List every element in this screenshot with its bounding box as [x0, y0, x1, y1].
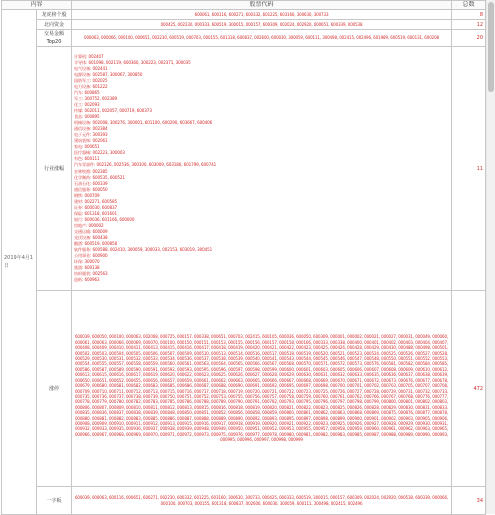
industry-line	[74, 277, 449, 283]
industry-sep: :	[82, 198, 85, 204]
industry-sep: :	[82, 144, 85, 150]
industry-sep: :	[86, 59, 89, 65]
industry-codes: 600009	[92, 228, 108, 234]
row-industry-total: 11	[452, 47, 486, 291]
industry-codes: 002011, 002057, 000719, 600373	[84, 108, 152, 114]
industry-name: 计算机	[74, 53, 86, 59]
industry-sep: :	[82, 89, 85, 95]
industry-codes: 600050	[92, 186, 108, 192]
industry-sep: :	[82, 265, 85, 271]
industry-codes: 600030, 600837	[84, 204, 117, 210]
industry-name: 半导体	[74, 59, 86, 65]
industry-name: 保险	[74, 210, 83, 216]
row-board-label: 一字板	[37, 487, 72, 515]
industry-codes: 002563	[92, 271, 108, 277]
industry-codes: 600519, 000858	[84, 241, 117, 247]
industry-name: 环保	[74, 259, 83, 265]
industry-name: 通信服务	[74, 186, 90, 192]
industry-sep: :	[90, 71, 93, 77]
industry-sep: :	[82, 241, 85, 247]
industry-name: 酿酒	[74, 241, 83, 247]
industry-name: 农林牧渔	[74, 168, 90, 174]
industry-codes: 600535, 600521	[92, 174, 125, 180]
industry-name: 建筑装饰	[74, 138, 90, 144]
industry-codes: 601222	[92, 83, 108, 89]
industry-name: 电气设备	[74, 65, 90, 71]
industry-sep: :	[90, 228, 93, 234]
row-industry-list	[72, 47, 452, 291]
industry-codes: 300752, 002389	[84, 95, 117, 101]
row-turnover-total: 20	[452, 30, 486, 47]
row-dragon-codes: 600061, 600116, 600271, 600332, 601225, 603160, 300630, 300733	[72, 10, 452, 20]
industry-codes: 600138	[84, 265, 100, 271]
industry-sep: :	[90, 77, 93, 83]
industry-sep: :	[90, 253, 93, 259]
industry-name: 钢铁	[74, 192, 83, 198]
industry-sep: :	[82, 192, 85, 198]
industry-name: 化学制药	[74, 174, 90, 180]
industry-codes: 002126, 002536, 300100, 603009, 603180, 601799, 600741	[96, 162, 217, 168]
vertical-scrollbar[interactable]	[487, 0, 495, 514]
industry-codes: 000709	[84, 192, 100, 198]
industry-name: 造纸	[74, 277, 83, 283]
industry-sep: :	[82, 204, 85, 210]
industry-sep: :	[82, 108, 85, 114]
row-turnover-codes: 000063, 000066, 000100, 000651, 002230, 600519, 000703, 000155, 601318, 600837, 002600, 600030, 300059, 600111, 300498, 002415, 002496, 601989, 600519, 600131, 600208	[72, 30, 452, 47]
industry-name: 化工	[74, 101, 83, 107]
row-industry-label: 行业涨幅	[37, 47, 72, 291]
industry-name: 食品	[74, 114, 83, 120]
row-dragon-label: 龙虎榜个股	[37, 10, 72, 20]
industry-sep: :	[90, 138, 93, 144]
header-codes: 股票代码	[72, 1, 452, 10]
row-board	[2, 487, 486, 515]
industry-sep: :	[82, 277, 85, 283]
industry-name: 旅游	[74, 265, 83, 271]
industry-sep: :	[90, 247, 93, 253]
industry-codes: 002271, 600585	[84, 198, 117, 204]
industry-codes: 600963	[84, 277, 100, 283]
industry-sep: :	[90, 120, 93, 126]
industry-sep: :	[86, 222, 89, 228]
industry-codes: 600588, 002410, 300059, 300033, 002153, 603019, 300451	[92, 247, 213, 253]
industry-sep: :	[90, 168, 93, 174]
industry-sep: :	[82, 210, 85, 216]
industry-name: 医疗器械	[74, 150, 90, 156]
row-board-total: 34	[452, 487, 486, 515]
industry-codes: 600438	[92, 235, 108, 241]
row-dragon	[2, 10, 486, 20]
industry-sep: :	[90, 235, 93, 241]
industry-sep: :	[93, 162, 97, 168]
industry-sep: :	[90, 126, 93, 132]
industry-codes: 002093	[84, 101, 100, 107]
industry-name: 家电	[74, 144, 83, 150]
industry-name: 纺织服装	[74, 271, 90, 277]
industry-codes: 002008, 300276, 300001, 601100, 600290, 603667, 600406	[92, 120, 213, 126]
industry-name: 建材	[74, 198, 83, 204]
row-northbound	[2, 20, 486, 30]
row-rising-codes: 600039, 600050, 000100, 000063, 002008, 000725, 000157, 000338, 000651, 000703, 002415, 600105, 600036, 600050, 600309, 000001, 000002, 000021, 000027, 000031, 000049, 000060, 000061, 000063, 000066, 000069, 000070, 000100, 000150, 000151, 000153, 000155, 000156, 000157, 000158, 000166, 000333, 000338, 000400, 000401, 000402, 000403, 000404, 000407, 000408, 000409, 000410, 000411, 000413, 000415, 000416, 000417, 000418, 000419, 000420, 000421, 000422, 000423, 000425, 000426, 000428, 000429, 000430, 000488, 000498, 000501, 000502, 000503, 000504, 000505, 000506, 000507, 000509, 000510, 000513, 000514, 000516, 000517, 000518, 000519, 000520, 000521, 000523, 000524, 000525, 000526, 000527, 000528, 000529, 000530, 000531, 000532, 000533, 000534, 000536, 000537, 000538, 000539, 000540, 000541, 000543, 000544, 000545, 000546, 000547, 000548, 000550, 000551, 000552, 000553, 000554, 000555, 000557, 000558, 000559, 000560, 000561, 000563, 000564, 000565, 000566, 000567, 000568, 000570, 000571, 000572, 000573, 000576, 000581, 000582, 000584, 000585, 000586, 000587, 000589, 000590, 000591, 000592, 000593, 000595, 000596, 000597, 000598, 000599, 000600, 000601, 000603, 000605, 000606, 000607, 000608, 000609, 000610, 000612, 000613, 000615, 000616, 000617, 000619, 000620, 000622, 000623, 000625, 000626, 000627, 000628, 000629, 000630, 000631, 000632, 000633, 000635, 000636, 000637, 000638, 000639, 000650, 000651, 000652, 000655, 000656, 000657, 000659, 000661, 000662, 000663, 000665, 000666, 000667, 000668, 000669, 000670, 000671, 000672, 000673, 000676, 000677, 000678, 000679, 000680, 000681, 000682, 000683, 000685, 000686, 000687, 000688, 000690, 000691, 000692, 000695, 000697, 000698, 000700, 000701, 000702, 000703, 000705, 000707, 000708, 000709, 000710, 000711, 000712, 000713, 000715, 000716, 000717, 000718, 000719, 000720, 000721, 000722, 000723, 000725, 000726, 000727, 000728, 000729, 000731, 000732, 000733, 000735, 000736, 000737, 000738, 000739, 000750, 000751, 000752, 000753, 000755, 000756, 000757, 000758, 000759, 000760, 000761, 000762, 000766, 000767, 000768, 000776, 000777, 000778, 000779, 000780, 000782, 000783, 000785, 000786, 000788, 000789, 000790, 000791, 000792, 000793, 000795, 000796, 000797, 000798, 000799, 000800, 000801, 000802, 000803, 000806, 000807, 000809, 000810, 000811, 000812, 000813, 000815, 000816, 000818, 000819, 000820, 000821, 000822, 000823, 000825, 000826, 000828, 000829, 000830, 000831, 000833, 000835, 000836, 000837, 000838, 000839, 000848, 000850, 000851, 000852, 000856, 000858, 000859, 000860, 000861, 000862, 000863, 000868, 000869, 000875, 000876, 000877, 000878, 000880, 000881, 000882, 000883, 000885, 000886, 000887, 000888, 000889, 000890, 000892, 000893, 000895, 000897, 000898, 000899, 000900, 000901, 000902, 000903, 000905, 000906, 000908, 000909, 000910, 000911, 000912, 000913, 000915, 000916, 000917, 000918, 000919, 000920, 000921, 000922, 000923, 000925, 000926, 000927, 000928, 000929, 000930, 000931, 000932, 000933, 000935, 000936, 000937, 000938, 000939, 000948, 000949, 000950, 000951, 000952, 000953, 000955, 000957, 000958, 000959, 000960, 000961, 000962, 000963, 000965, 000966, 000967, 000968, 000969, 000970, 000971, 000972, 000973, 000975, 000976, 000977, 000978, 000980, 000981, 000982, 000983, 000985, 000987, 000988, 000989, 000990, 000993, 000995, 000996, 000997, 000998, 000999	[72, 291, 452, 487]
industry-name: 交通运输	[74, 228, 90, 234]
industry-sep: :	[90, 186, 93, 192]
industry-sep: :	[86, 53, 89, 59]
stock-screen-table	[1, 0, 486, 515]
industry-codes: 000895	[84, 114, 100, 120]
industry-sep: :	[82, 259, 85, 265]
industry-name: 电源设备	[74, 71, 90, 77]
industry-codes: 002025	[92, 77, 108, 83]
row-industry	[2, 47, 486, 291]
industry-codes: 600865	[84, 89, 100, 95]
industry-sep: :	[90, 132, 93, 138]
industry-codes: 600339	[92, 180, 108, 186]
industry-codes: 600111	[84, 156, 100, 162]
industry-sep: :	[90, 65, 93, 71]
industry-sep: :	[90, 174, 93, 180]
industry-codes: 601318, 601601	[84, 210, 117, 216]
industry-codes: 002384	[92, 126, 108, 132]
row-northbound-total: 12	[452, 20, 486, 30]
row-rising-total: 472	[452, 291, 486, 487]
industry-name: 汽车	[74, 89, 83, 95]
industry-sep: :	[90, 150, 93, 156]
row-board-codes: 600039, 000063, 600116, 000651, 600271, 002230, 600332, 601225, 603160, 300630, 300733, 000425, 000333, 600519, 300015, 000157, 600309, 002024, 002920, 000538, 600339, 000066, 000100, 000703, 000155, 601318, 600837, 002600, 600030, 300059, 600111, 300498, 002415, 002496	[72, 487, 452, 515]
header-row	[2, 1, 486, 10]
industry-codes: 600036, 601166, 600000	[84, 216, 135, 222]
row-turnover	[2, 30, 486, 47]
industry-name: 有色	[74, 156, 83, 162]
row-northbound-label: 北向资金	[37, 20, 72, 30]
industry-name: 军工	[74, 95, 83, 101]
industry-name: 机械设备	[74, 120, 90, 126]
row-rising-label: 涨停	[37, 291, 72, 487]
industry-codes: 002223, 300003	[92, 150, 125, 156]
industry-name: 电子元件	[74, 132, 90, 138]
header-total: 总数	[452, 1, 486, 10]
industry-codes: 002385	[92, 168, 108, 174]
row-turnover-label: 交易金额Top20	[37, 30, 72, 47]
industry-codes: 002441	[92, 65, 108, 71]
industry-codes: 002587, 300067, 300850	[92, 71, 143, 77]
industry-name: 电力设备	[74, 83, 90, 89]
industry-name: 证券	[74, 204, 83, 210]
industry-codes: 002061	[92, 138, 108, 144]
industry-sep: :	[90, 83, 93, 89]
row-dragon-total: 8	[452, 10, 486, 20]
industry-name: 软件服务	[74, 247, 90, 253]
industry-codes: 002407	[88, 53, 104, 59]
industry-sep: :	[82, 114, 85, 120]
industry-sep: :	[82, 156, 85, 162]
industry-sep: :	[90, 180, 93, 186]
industry-name: 银行	[74, 216, 83, 222]
industry-codes: 000002	[88, 222, 104, 228]
industry-name: 汽车零部件	[74, 162, 94, 168]
industry-codes: 600900	[92, 253, 108, 259]
row-rising	[2, 291, 486, 487]
industry-name: 房地产	[74, 222, 86, 228]
industry-name: 国防军工	[74, 77, 90, 83]
industry-name: 公用事业	[74, 253, 90, 259]
industry-codes: 300070	[84, 259, 100, 265]
scrollbar-thumb[interactable]	[488, 2, 494, 92]
industry-name: 传媒	[74, 108, 83, 114]
industry-sep: :	[82, 216, 85, 222]
industry-codes: 300393	[92, 132, 108, 138]
industry-codes: 000651	[84, 144, 100, 150]
industry-sep: :	[82, 101, 85, 107]
row-northbound-codes: 000425, 002230, 000333, 600519, 300015, 000157, 600309, 002024, 002920, 000651, 600339, 000538	[72, 20, 452, 30]
industry-name: 通信设备	[74, 126, 90, 132]
industry-name: 光伏设备	[74, 235, 90, 241]
header-content: 内容	[2, 1, 72, 10]
industry-sep: :	[90, 271, 93, 277]
industry-sep: :	[82, 95, 85, 101]
industry-name: 石油石化	[74, 180, 90, 186]
industry-codes: 601098, 002119, 600360, 300223, 002371, 300035	[88, 59, 191, 65]
group-date-label: 2019年4月1日	[2, 10, 37, 515]
